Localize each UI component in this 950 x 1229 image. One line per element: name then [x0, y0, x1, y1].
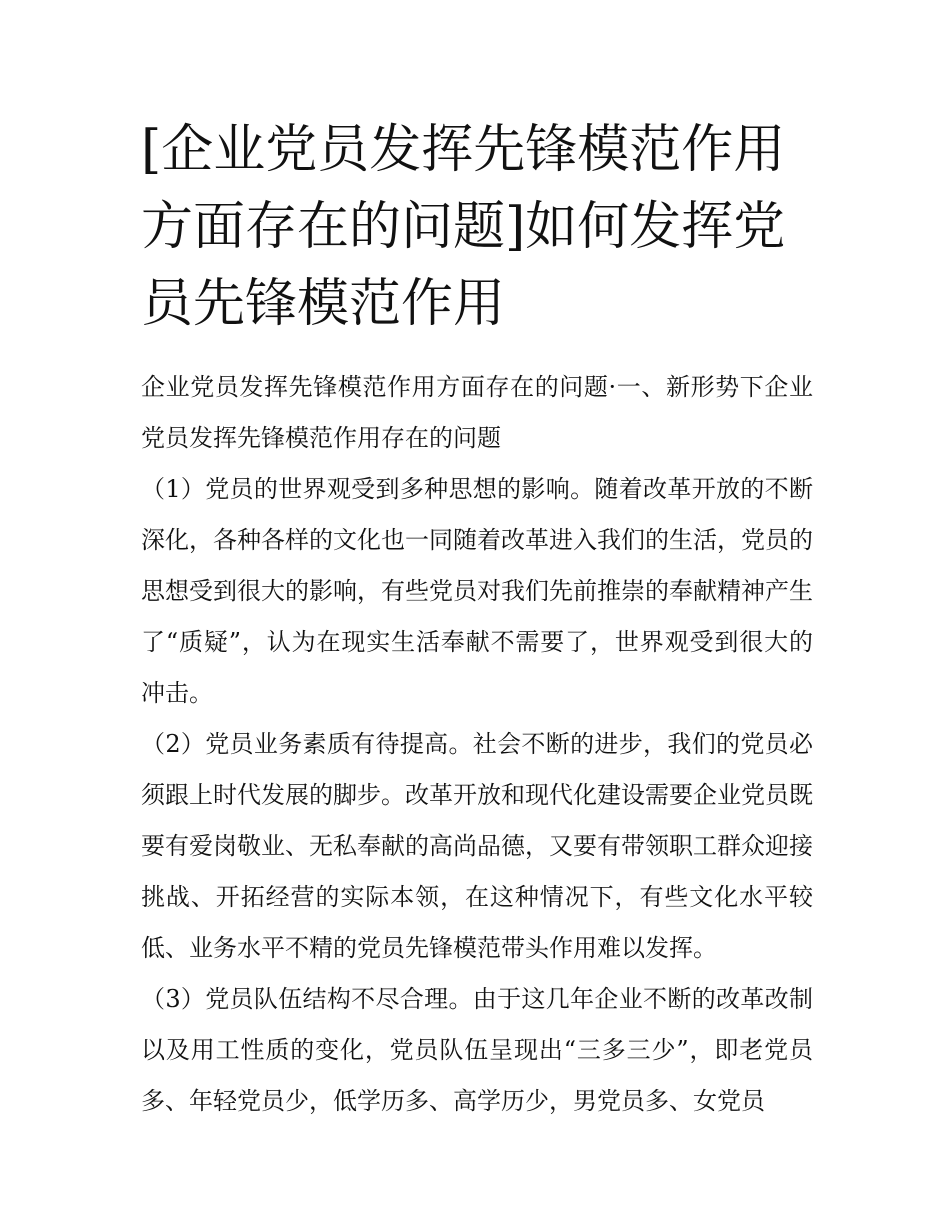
- document-title: [企业党员发挥先锋模范作用方面存在的问题]如何发挥党员先锋模范作用: [141, 120, 786, 334]
- paragraph-intro: 企业党员发挥先锋模范作用方面存在的问题·一、新形势下企业党员发挥先锋模范作用存在的问题: [141, 373, 813, 452]
- document-page: [141, 112, 813, 1127]
- paragraph-point-1: （1）党员的世界观受到多种思想的影响。随着改革开放的不断深化，各种各样的文化也一同随着改革进入我们的生活，党员的思想受到很大的影响，有些党员对我们先前推崇的奉献精神产生了“质疑”，认为在现实生活奉献不需要了，世界观受到很大的冲击。: [141, 475, 813, 707]
- paragraph-point-3: （3）党员队伍结构不尽合理。由于这几年企业不断的改革改制以及用工性质的变化，党员队伍呈现出“三多三少”，即老党员多、年轻党员少，低学历多、高学历少，男党员多、女党员: [141, 985, 813, 1115]
- paragraph-point-2: （2）党员业务素质有待提高。社会不断的进步，我们的党员必须跟上时代发展的脚步。改革开放和现代化建设需要企业党员既要有爱岗敬业、无私奉献的高尚品德，又要有带领职工群众迎接挑战、开拓经营的实际本领，在这种情况下，有些文化水平较低、业务水平不精的党员先锋模范带头作用难以发挥。: [141, 730, 813, 962]
- document-body: [141, 362, 813, 1127]
